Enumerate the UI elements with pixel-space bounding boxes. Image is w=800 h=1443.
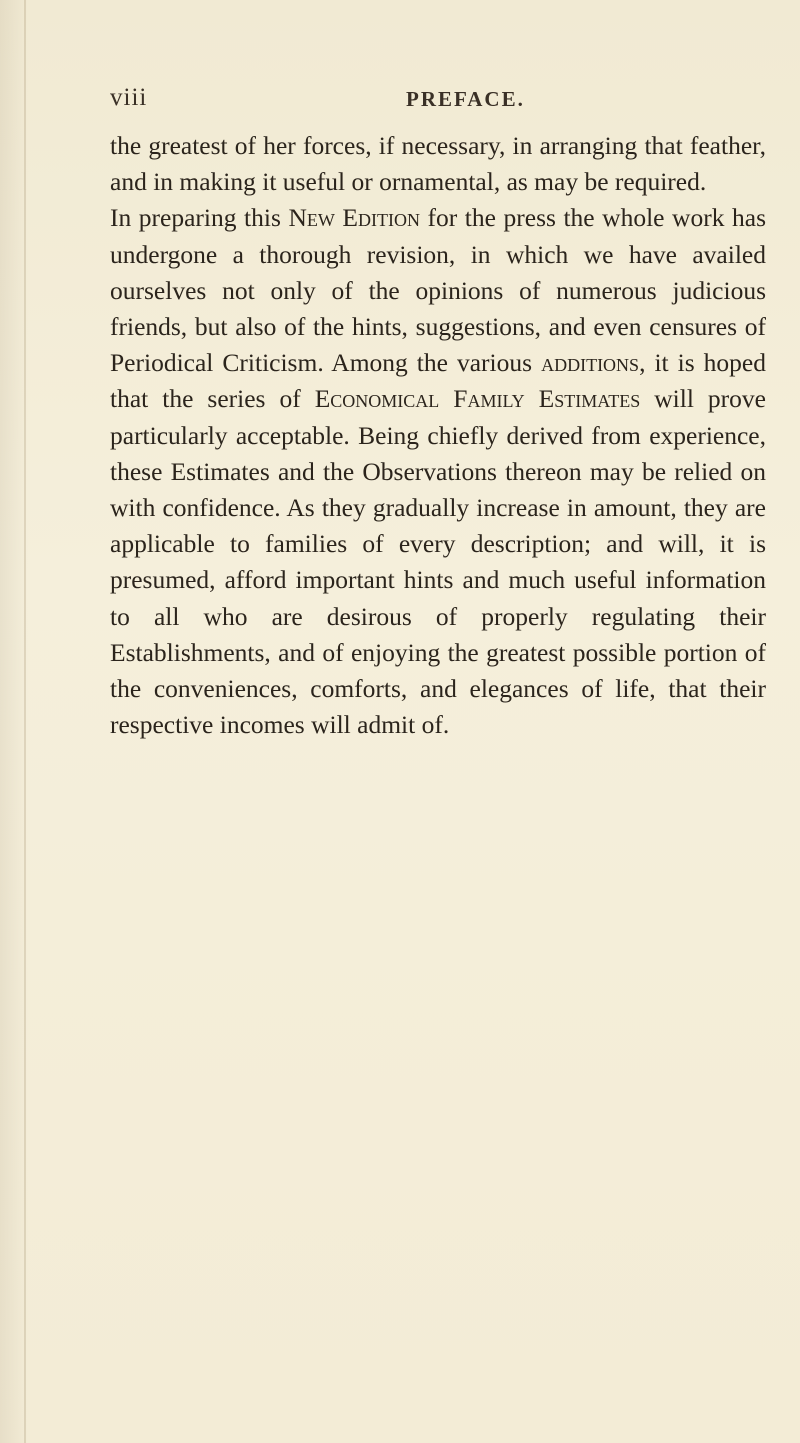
text-run: will prove particularly acceptable. Being chiefly derived from experience, these Estimates and the Observations thereon may be relied on with confidence. As they gradually increase in amount, they are applicable to families of every description; and will, it is presumed, afford important hints and much useful information to all who are desirous of properly regulating their Establishments, and of enjoying the greatest possible portion of the conveniences, comforts, and elegances of life, that their respective incomes will admit of. [110, 384, 766, 740]
small-caps-additions: additions [541, 348, 640, 378]
binding-shadow [24, 0, 26, 1443]
text-run: In preparing this [110, 203, 289, 233]
running-title: PREFACE. [406, 87, 525, 111]
text-run: for the press the whole work has undergone a thorough revision, in which we have availed ourselves not only of the opinions of numerous judicious friends, but also of the hints, suggestions, and even censures of Periodical Criticism. Among the various [110, 203, 766, 378]
small-caps-new-edition: New Edition [288, 203, 420, 233]
preface-body [110, 128, 766, 743]
paragraph-continuation: the greatest of her forces, if necessary, in arranging that feather, and in making it useful or ornamental, as may be required. [110, 131, 766, 197]
paragraph-new-edition [110, 200, 766, 743]
text-run: , it is hoped that the series of [110, 348, 766, 414]
page-number: viii [110, 84, 148, 111]
running-head [110, 84, 750, 118]
small-caps-estimates: Economical Family Estimates [314, 384, 641, 414]
